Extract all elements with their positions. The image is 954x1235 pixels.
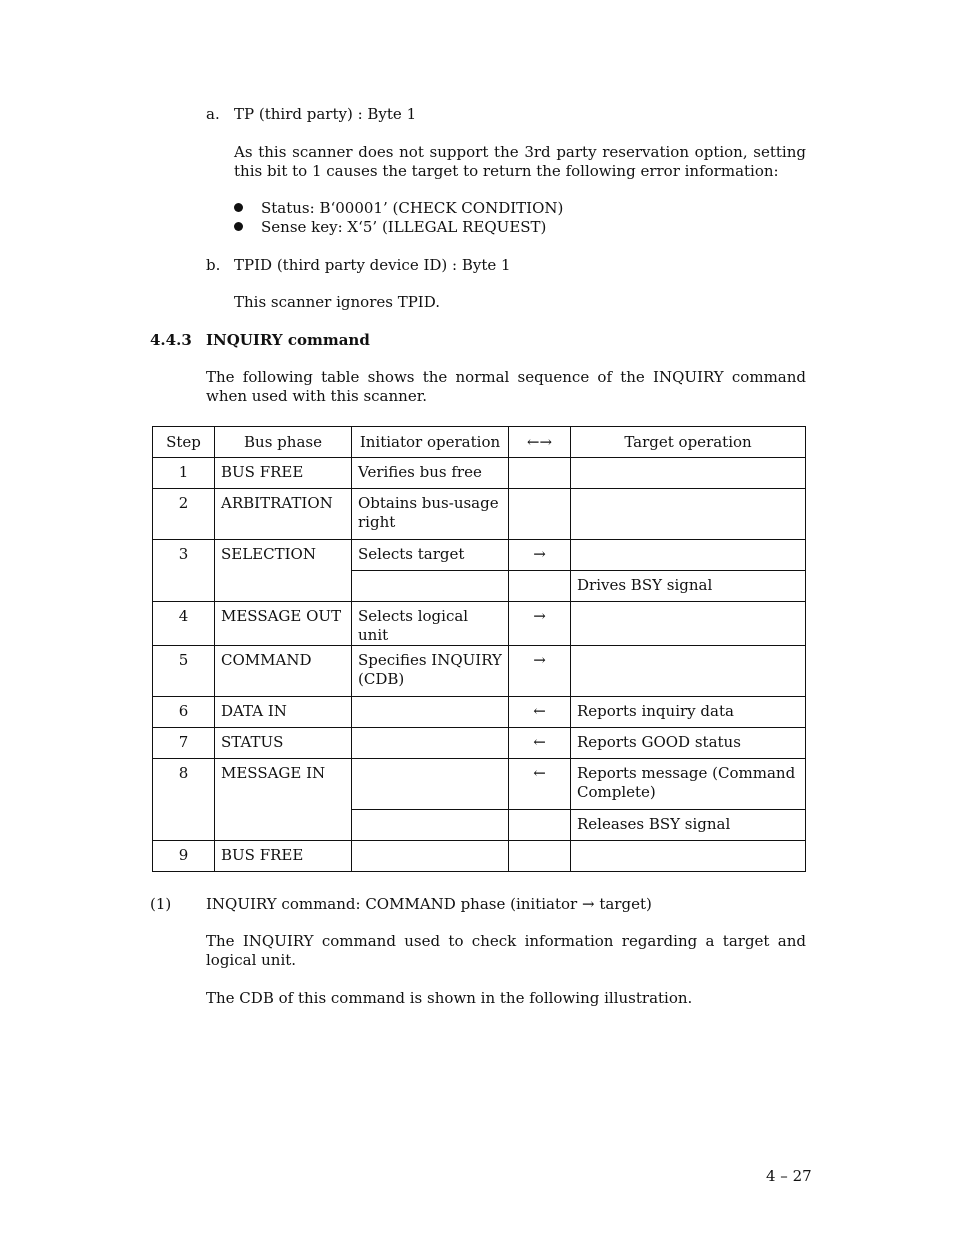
- cell-target: Releases BSY signal: [577, 815, 731, 833]
- table-row: [153, 759, 806, 810]
- cell-direction: ←: [533, 702, 546, 720]
- bullet-text: Status: B‘00001’ (CHECK CONDITION): [261, 199, 564, 217]
- sub1-paragraph-2: The CDB of this command is shown in the following illustration.: [206, 989, 693, 1007]
- cell-phase: BUS FREE: [221, 846, 304, 864]
- cell-phase: BUS FREE: [221, 463, 304, 481]
- cell-initiator: [352, 571, 508, 576]
- cell-direction: [509, 489, 570, 494]
- header-direction: ←→: [509, 427, 571, 458]
- cell-direction: →: [533, 545, 546, 563]
- cell-initiator: [352, 810, 508, 815]
- cell-target: Reports message (Command Complete): [577, 764, 796, 801]
- section-number: 4.4.3: [150, 331, 192, 349]
- cell-initiator: [352, 841, 508, 846]
- cell-direction: [509, 810, 570, 815]
- sub1-label: (1): [150, 895, 172, 913]
- cell-target: [571, 646, 805, 651]
- cell-phase: SELECTION: [221, 545, 316, 563]
- item-a-label: a.: [206, 105, 220, 123]
- cell-target: Reports GOOD status: [577, 733, 741, 751]
- cell-step: 8: [178, 764, 189, 782]
- sub1-title: INQUIRY command: COMMAND phase (initiator → target): [206, 895, 652, 913]
- bullet-text: Sense key: X‘5’ (ILLEGAL REQUEST): [261, 218, 547, 236]
- table-row: [153, 458, 806, 489]
- cell-initiator: Obtains bus-usage right: [358, 494, 499, 531]
- cell-step: 4: [178, 607, 189, 625]
- table-row: [153, 540, 806, 571]
- cell-target: [571, 540, 805, 545]
- cell-initiator: [352, 759, 508, 764]
- header-step: Step: [153, 427, 215, 458]
- cell-step: 5: [178, 651, 189, 669]
- table-row: [153, 489, 806, 540]
- cell-initiator: [352, 697, 508, 702]
- cell-step: 2: [178, 494, 189, 512]
- cell-phase: STATUS: [221, 733, 284, 751]
- header-target-operation: Target operation: [571, 427, 806, 458]
- inquiry-sequence-table: [152, 426, 806, 872]
- cell-direction: [509, 458, 570, 463]
- cell-step: 1: [178, 463, 189, 481]
- cell-phase: ARBITRATION: [221, 494, 333, 512]
- cell-target: Reports inquiry data: [577, 702, 734, 720]
- cell-initiator: [352, 728, 508, 733]
- section-intro: The following table shows the normal sequence of the INQUIRY command when used with this scanner.: [206, 368, 806, 405]
- cell-target: Drives BSY signal: [577, 576, 713, 594]
- sub1-paragraph-1: The INQUIRY command used to check information regarding a target and logical unit.: [206, 932, 806, 969]
- cell-direction: →: [533, 607, 546, 625]
- item-b-title: TPID (third party device ID) : Byte 1: [234, 256, 511, 274]
- page-number: 4 – 27: [766, 1167, 812, 1185]
- bullet-icon: [234, 222, 243, 231]
- header-bus-phase: Bus phase: [215, 427, 352, 458]
- table-row: [153, 602, 806, 646]
- cell-phase: DATA IN: [221, 702, 287, 720]
- cell-direction: [509, 841, 570, 846]
- cell-initiator: Selects logical unit: [358, 607, 469, 644]
- bullet-item: [234, 218, 546, 237]
- table-row: [153, 841, 806, 872]
- cell-direction: [509, 571, 570, 576]
- header-initiator-operation: Initiator operation: [352, 427, 509, 458]
- item-b-label: b.: [206, 256, 221, 274]
- cell-target: [571, 841, 805, 846]
- cell-step: 9: [178, 846, 189, 864]
- cell-phase: COMMAND: [221, 651, 312, 669]
- table-row: [153, 646, 806, 697]
- cell-phase: MESSAGE IN: [221, 764, 326, 782]
- cell-phase: MESSAGE OUT: [221, 607, 342, 625]
- cell-target: [571, 458, 805, 463]
- cell-target: [571, 602, 805, 607]
- cell-direction: ←: [533, 764, 546, 782]
- cell-initiator: Verifies bus free: [358, 463, 482, 481]
- table-row: [153, 728, 806, 759]
- bullet-item: [234, 199, 563, 218]
- cell-direction: ←: [533, 733, 546, 751]
- cell-step: 7: [178, 733, 189, 751]
- cell-step: 3: [178, 545, 189, 563]
- bullet-icon: [234, 203, 243, 212]
- item-a-paragraph: As this scanner does not support the 3rd party reservation option, setting this bit to 1 causes the target to return the following error information:: [234, 143, 806, 180]
- cell-initiator: Selects target: [358, 545, 465, 563]
- table-row: [153, 697, 806, 728]
- cell-initiator: Specifies INQUIRY (CDB): [358, 651, 502, 688]
- section-title: INQUIRY command: [206, 331, 370, 349]
- item-a-title: TP (third party) : Byte 1: [234, 105, 417, 123]
- cell-target: [571, 489, 805, 494]
- cell-direction: →: [533, 651, 546, 669]
- cell-step: 6: [178, 702, 189, 720]
- item-b-paragraph: This scanner ignores TPID.: [234, 293, 440, 311]
